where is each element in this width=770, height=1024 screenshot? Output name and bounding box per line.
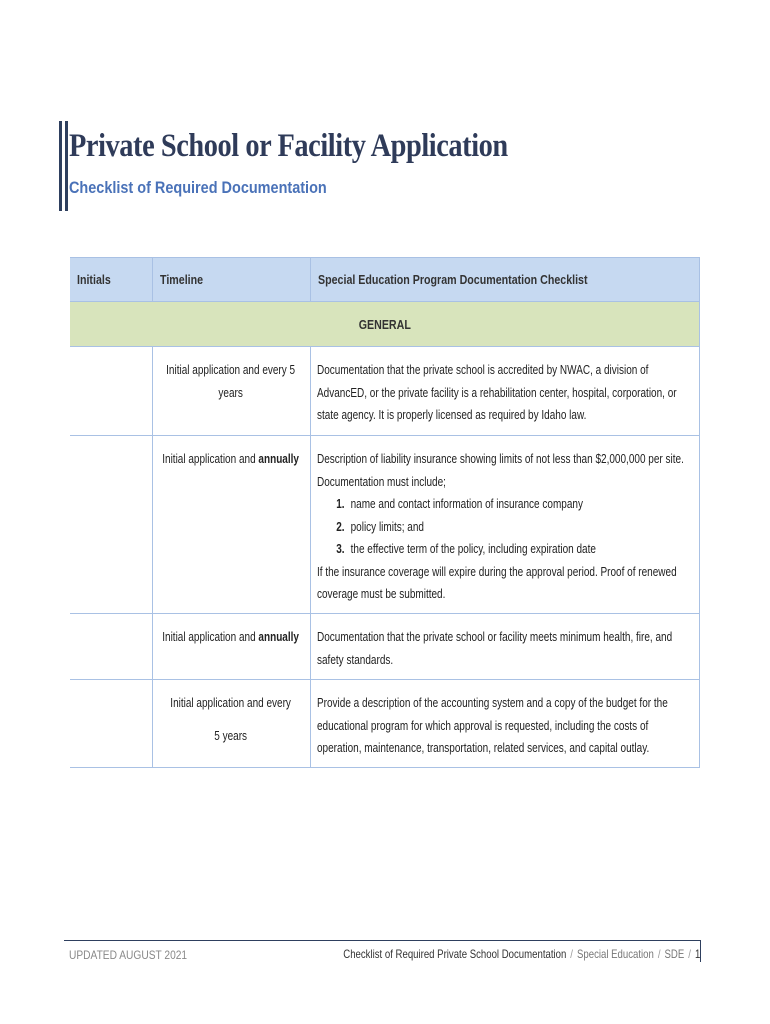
initials-cell[interactable] [70, 614, 152, 680]
description-cell: Documentation that the private school is accredited by NWAC, a division of AdvancED, or the private facility is a rehabilitation center, hospital, corporation, or state agency. It is properly licensed as required by Idaho law. [310, 347, 700, 436]
table-row [70, 347, 700, 436]
section-row-general [70, 302, 700, 347]
table-row [70, 614, 700, 680]
insurance-requirements-list [317, 493, 694, 561]
section-label: GENERAL [70, 302, 700, 347]
description-cell: Documentation that the private school or facility meets minimum health, fire, and safety standards. [310, 614, 700, 680]
page-title: Private School or Facility Application [69, 128, 508, 164]
table-row [70, 436, 700, 614]
list-item: 2. policy limits; and [335, 519, 424, 534]
timeline-cell: Initial application and every 5 years [152, 680, 310, 768]
timeline-cell: Initial application and annually [152, 614, 310, 680]
column-header-timeline: Timeline [152, 258, 310, 302]
column-header-checklist: Special Education Program Documentation Checklist [310, 258, 700, 302]
timeline-cell: Initial application and every 5 years [152, 347, 310, 436]
initials-cell[interactable] [70, 436, 152, 614]
footer-updated-date: UPDATED AUGUST 2021 [69, 948, 188, 962]
footer-agency: SDE [664, 947, 684, 961]
footer-doc-title: Checklist of Required Private School Documentation [342, 947, 567, 961]
insurance-intro: Description of liability insurance showing limits of not less than $2,000,000 per site. Documentation must include; [316, 452, 684, 489]
column-header-initials: Initials [70, 258, 152, 302]
table-row [70, 680, 700, 768]
list-item: 1. name and contact information of insurance company [335, 497, 583, 511]
footer-page-number: 1 [694, 947, 700, 961]
initials-cell[interactable] [70, 680, 152, 768]
footer-department: Special Education [576, 947, 654, 961]
description-cell [310, 436, 700, 614]
footer-divider [64, 940, 701, 941]
timeline-cell: Initial application and annually [152, 436, 310, 614]
table-header-row [70, 258, 700, 302]
insurance-outro: If the insurance coverage will expire during the approval period. Proof of renewed coverage must be submitted. [316, 564, 677, 601]
initials-cell[interactable] [70, 347, 152, 436]
list-item: 3. the effective term of the policy, including expiration date [335, 542, 596, 556]
header-accent-bars [59, 121, 68, 211]
description-cell: Provide a description of the accounting system and a copy of the budget for the educational program for which approval is requested, including the costs of operation, maintenance, transportation, related services, and capital outlay. [310, 680, 700, 768]
checklist-table [70, 257, 700, 768]
page-subtitle: Checklist of Required Documentation [69, 178, 327, 197]
footer-document-info: Checklist of Required Private School Documentation / Special Education / SDE / 1 [342, 947, 700, 961]
